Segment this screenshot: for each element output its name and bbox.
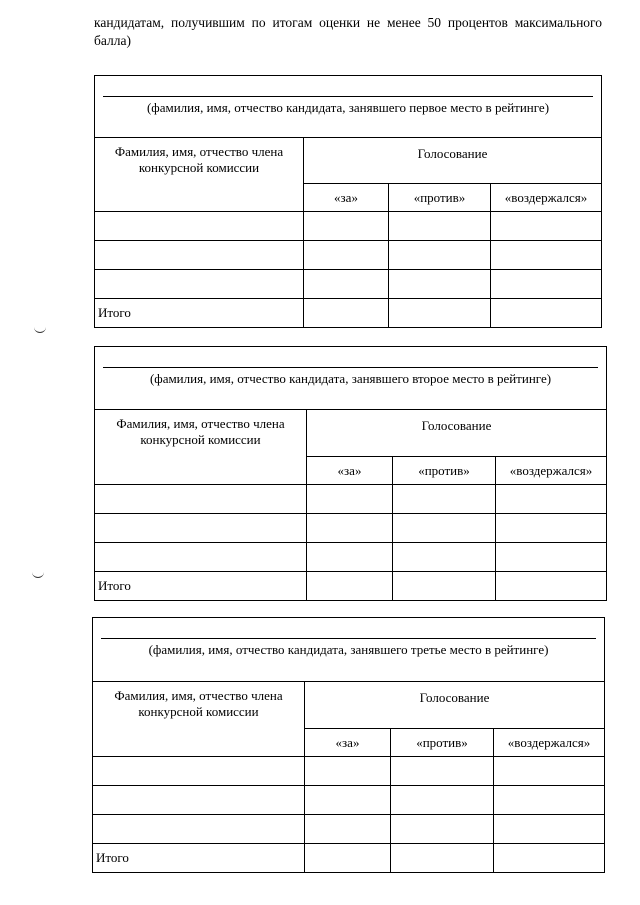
total-against-cell[interactable] xyxy=(391,844,494,873)
member-cell[interactable] xyxy=(93,815,305,844)
member-cell[interactable] xyxy=(95,270,304,299)
table-row xyxy=(95,270,602,299)
scan-mark xyxy=(32,571,44,578)
candidate-name-line xyxy=(103,367,598,368)
vote-for-cell[interactable] xyxy=(307,514,393,543)
vote-for-cell[interactable] xyxy=(307,485,393,514)
option-for-header: «за» xyxy=(305,729,391,757)
member-name-header: Фамилия, имя, отчество члена конкурсной комиссии xyxy=(95,410,307,485)
vote-against-cell[interactable] xyxy=(391,786,494,815)
member-cell[interactable] xyxy=(95,543,307,572)
option-for-header: «за» xyxy=(304,184,389,212)
option-against-header: «против» xyxy=(391,729,494,757)
option-abstain-header: «воздержался» xyxy=(491,184,602,212)
member-name-header: Фамилия, имя, отчество члена конкурсной комиссии xyxy=(93,682,305,757)
vote-for-cell[interactable] xyxy=(305,786,391,815)
candidate-caption: (фамилия, имя, отчество кандидата, занявшего первое место в рейтинге) xyxy=(146,100,550,115)
candidate-name-line xyxy=(101,638,596,639)
candidate-name-field[interactable] xyxy=(95,347,607,410)
member-cell[interactable] xyxy=(95,514,307,543)
vote-abstain-cell[interactable] xyxy=(496,543,607,572)
vote-for-cell[interactable] xyxy=(305,815,391,844)
vote-against-cell[interactable] xyxy=(393,514,496,543)
total-label: Итого xyxy=(93,844,305,873)
option-against-header: «против» xyxy=(389,184,491,212)
total-row xyxy=(95,299,602,328)
candidate-name-line xyxy=(103,96,593,97)
total-against-cell[interactable] xyxy=(389,299,491,328)
vote-against-cell[interactable] xyxy=(391,815,494,844)
total-row xyxy=(95,572,607,601)
vote-abstain-cell[interactable] xyxy=(496,514,607,543)
candidate-name-field[interactable] xyxy=(93,618,605,682)
vote-for-cell[interactable] xyxy=(304,270,389,299)
vote-abstain-cell[interactable] xyxy=(491,241,602,270)
option-against-header: «против» xyxy=(393,457,496,485)
total-for-cell[interactable] xyxy=(307,572,393,601)
vote-against-cell[interactable] xyxy=(389,212,491,241)
voting-header: Голосование xyxy=(304,138,602,184)
option-for-header: «за» xyxy=(307,457,393,485)
candidate-caption: (фамилия, имя, отчество кандидата, занявшего второе место в рейтинге) xyxy=(149,371,552,386)
vote-abstain-cell[interactable] xyxy=(494,815,605,844)
member-cell[interactable] xyxy=(95,485,307,514)
scan-mark xyxy=(34,326,46,333)
option-abstain-header: «воздержался» xyxy=(494,729,605,757)
table-row xyxy=(95,241,602,270)
table-row xyxy=(95,212,602,241)
vote-abstain-cell[interactable] xyxy=(491,212,602,241)
total-row xyxy=(93,844,605,873)
voting-table-second-place xyxy=(94,346,607,601)
total-against-cell[interactable] xyxy=(393,572,496,601)
vote-against-cell[interactable] xyxy=(393,543,496,572)
table-row xyxy=(93,757,605,786)
member-cell[interactable] xyxy=(93,786,305,815)
total-for-cell[interactable] xyxy=(305,844,391,873)
total-for-cell[interactable] xyxy=(304,299,389,328)
vote-abstain-cell[interactable] xyxy=(496,485,607,514)
vote-against-cell[interactable] xyxy=(389,241,491,270)
voting-header: Голосование xyxy=(305,682,605,729)
member-cell[interactable] xyxy=(93,757,305,786)
total-abstain-cell[interactable] xyxy=(496,572,607,601)
total-abstain-cell[interactable] xyxy=(494,844,605,873)
vote-for-cell[interactable] xyxy=(305,757,391,786)
member-name-header: Фамилия, имя, отчество члена конкурсной комиссии xyxy=(95,138,304,212)
voting-header: Голосование xyxy=(307,410,607,457)
voting-table-first-place xyxy=(94,75,602,328)
candidate-name-field[interactable] xyxy=(95,76,602,138)
vote-for-cell[interactable] xyxy=(304,212,389,241)
vote-abstain-cell[interactable] xyxy=(491,270,602,299)
total-label: Итого xyxy=(95,572,307,601)
vote-against-cell[interactable] xyxy=(393,485,496,514)
vote-abstain-cell[interactable] xyxy=(494,757,605,786)
vote-for-cell[interactable] xyxy=(307,543,393,572)
voting-table-third-place xyxy=(92,617,605,873)
table-row xyxy=(93,815,605,844)
vote-against-cell[interactable] xyxy=(391,757,494,786)
intro-text: кандидатам, получившим по итогам оценки не менее 50 процентов максимального балла) xyxy=(94,15,602,48)
total-abstain-cell[interactable] xyxy=(491,299,602,328)
candidate-caption: (фамилия, имя, отчество кандидата, занявшего третье место в рейтинге) xyxy=(148,642,549,657)
table-row xyxy=(93,786,605,815)
vote-for-cell[interactable] xyxy=(304,241,389,270)
member-cell[interactable] xyxy=(95,241,304,270)
option-abstain-header: «воздержался» xyxy=(496,457,607,485)
table-row xyxy=(95,543,607,572)
vote-against-cell[interactable] xyxy=(389,270,491,299)
table-row xyxy=(95,485,607,514)
total-label: Итого xyxy=(95,299,304,328)
member-cell[interactable] xyxy=(95,212,304,241)
vote-abstain-cell[interactable] xyxy=(494,786,605,815)
table-row xyxy=(95,514,607,543)
